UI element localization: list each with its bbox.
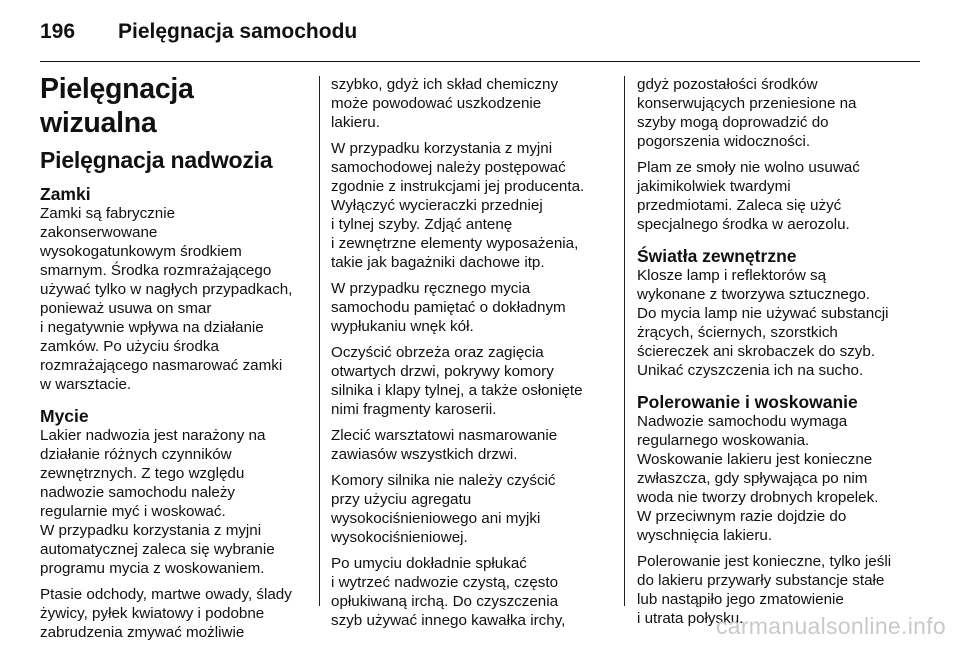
- text-line: nadwozie samochodu należy: [40, 484, 236, 501]
- text-line: ponieważ usuwa on smar: [40, 300, 212, 317]
- section-heading: Pielęgnacja wizualna: [40, 73, 194, 139]
- text-line: zabrudzenia zmywać możliwie: [40, 624, 245, 641]
- mycie-heading: Mycie: [40, 406, 89, 426]
- text-line: może powodować uszkodzenie: [331, 95, 542, 112]
- swiatla-heading: Światła zewnętrzne: [637, 246, 797, 266]
- text-line: lub nastąpiło jego zmatowienie: [637, 591, 844, 608]
- text-line: i utrata połysku.: [637, 610, 744, 627]
- text-line: regularnie myć i woskować.: [40, 503, 226, 520]
- text-line: Plam ze smoły nie wolno usuwać: [637, 159, 860, 176]
- column-divider-1: [319, 76, 320, 606]
- text-line: W przypadku korzystania z myjni: [331, 140, 553, 157]
- text-line: działanie różnych czynników: [40, 446, 232, 463]
- text-line: Woskowanie lakieru jest konieczne: [637, 451, 873, 468]
- text-line: i negatywnie wpływa na działanie: [40, 319, 264, 336]
- text-line: Komory silnika nie należy czyścić: [331, 472, 556, 489]
- paragraph: [331, 279, 605, 336]
- text-line: szyb używać innego kawałka irchy,: [331, 612, 566, 629]
- text-line: używać tylko w nagłych przypadkach,: [40, 281, 293, 298]
- text-line: samochodu pamiętać o dokładnym: [331, 299, 566, 316]
- text-line: Zamki są fabrycznie: [40, 205, 176, 222]
- text-line: programu mycia z woskowaniem.: [40, 560, 265, 577]
- text-line: i tylnej szyby. Zdjąć antenę: [331, 216, 513, 233]
- text-line: ściereczek ani skrobaczek do szyb.: [637, 343, 876, 360]
- text-line: Klosze lamp i reflektorów są: [637, 267, 827, 284]
- text-line: i zewnętrzne elementy wyposażenia,: [331, 235, 579, 252]
- text-line: żywicy, pyłek kwiatowy i podobne: [40, 605, 265, 622]
- paragraph: [331, 139, 605, 272]
- text-line: lakieru.: [331, 114, 380, 131]
- column-3: [637, 75, 907, 635]
- text-line: takie jak bagażniki dachowe itp.: [331, 254, 545, 271]
- mycie-paragraph-2: [40, 585, 310, 642]
- text-line: konserwujących przeniesione na: [637, 95, 857, 112]
- zamki-paragraph: [40, 204, 310, 394]
- text-line: Wyłączyć wycieraczki przedniej: [331, 197, 543, 214]
- paragraph: [331, 554, 605, 630]
- text-line: do lakieru przywarły substancje stałe: [637, 572, 885, 589]
- paragraph: [331, 471, 605, 547]
- text-line: samochodowej należy postępować: [331, 159, 566, 176]
- text-line: smarnym. Środka rozmrażającego: [40, 262, 272, 279]
- text-line: zgodnie z instrukcjami jej producenta.: [331, 178, 585, 195]
- text-line: automatycznej zaleca się wybranie: [40, 541, 275, 558]
- column-2: [331, 75, 605, 637]
- text-line: szybko, gdyż ich skład chemiczny: [331, 76, 559, 93]
- text-line: zawiasów wszystkich drzwi.: [331, 446, 518, 463]
- paragraph: [331, 343, 605, 419]
- paragraph: [331, 75, 605, 132]
- text-line: Do mycia lamp nie używać substancji: [637, 305, 889, 322]
- page-number: 196: [40, 20, 76, 43]
- text-line: zwłaszcza, gdy spływająca po nim: [637, 470, 868, 487]
- text-line: regularnego woskowania.: [637, 432, 810, 449]
- page-header: [40, 14, 920, 50]
- text-line: wysokociśnieniowego ani myjki: [331, 510, 541, 527]
- text-line: wysokociśnieniowej.: [331, 529, 468, 546]
- paragraph: [637, 75, 907, 151]
- chapter-title: Pielęgnacja samochodu: [118, 20, 358, 43]
- text-line: Polerowanie jest konieczne, tylko jeśli: [637, 553, 892, 570]
- text-line: zamków. Po użyciu środka: [40, 338, 219, 355]
- text-line: W przeciwnym razie dojdzie do: [637, 508, 847, 525]
- text-line: zakonserwowane: [40, 224, 158, 241]
- text-line: w warsztacie.: [40, 376, 132, 393]
- text-line: silnika i klapy tylnej, a także osłonięte: [331, 382, 583, 399]
- text-line: Po umyciu dokładnie spłukać: [331, 555, 527, 572]
- text-line: nimi fragmenty karoserii.: [331, 401, 497, 418]
- text-line: rozmrażającego nasmarować zamki: [40, 357, 283, 374]
- text-line: Nadwozie samochodu wymaga: [637, 413, 848, 430]
- text-line: W przypadku korzystania z myjni: [40, 522, 262, 539]
- text-line: wysokogatunkowym środkiem: [40, 243, 242, 260]
- text-line: Zlecić warsztatowi nasmarowanie: [331, 427, 558, 444]
- text-line: wyschnięcia lakieru.: [637, 527, 773, 544]
- mycie-paragraph-1: [40, 426, 310, 578]
- polerowanie-heading: Polerowanie i woskowanie: [637, 392, 858, 412]
- polerowanie-paragraph-1: [637, 412, 907, 545]
- text-line: i wytrzeć nadwozie czystą, często: [331, 574, 559, 591]
- column-divider-2: [624, 76, 625, 606]
- text-line: opłukiwaną irchą. Do czyszczenia: [331, 593, 559, 610]
- text-line: Unikać czyszczenia ich na sucho.: [637, 362, 864, 379]
- text-line: zewnętrznych. Z tego względu: [40, 465, 245, 482]
- swiatla-paragraph: [637, 266, 907, 380]
- text-line: Ptasie odchody, martwe owady, ślady: [40, 586, 292, 603]
- watermark: carmanualsonline.info: [715, 613, 946, 639]
- paragraph: [331, 426, 605, 464]
- text-line: Oczyścić obrzeża oraz zagięcia: [331, 344, 544, 361]
- text-line: żrących, ściernych, szorstkich: [637, 324, 838, 341]
- text-line: W przypadku ręcznego mycia: [331, 280, 531, 297]
- text-line: Lakier nadwozia jest narażony na: [40, 427, 266, 444]
- text-line: woda nie tworzy drobnych kropelek.: [637, 489, 879, 506]
- text-line: przedmiotami. Zaleca się użyć: [637, 197, 842, 214]
- column-1: [40, 72, 310, 649]
- subsection-heading: Pielęgnacja nadwozia: [40, 147, 273, 173]
- zamki-heading: Zamki: [40, 184, 91, 204]
- text-line: specjalnego środka w aerozolu.: [637, 216, 850, 233]
- text-line: gdyż pozostałości środków: [637, 76, 818, 93]
- text-line: przy użyciu agregatu: [331, 491, 472, 508]
- text-line: wykonane z tworzywa sztucznego.: [637, 286, 870, 303]
- text-line: wypłukaniu wnęk kół.: [331, 318, 474, 335]
- text-line: otwartych drzwi, pokrywy komory: [331, 363, 554, 380]
- text-line: jakimikolwiek twardymi: [637, 178, 791, 195]
- header-rule: [40, 61, 920, 62]
- paragraph: [637, 158, 907, 234]
- text-line: pogorszenia widoczności.: [637, 133, 811, 150]
- text-line: szyby mogą doprowadzić do: [637, 114, 829, 131]
